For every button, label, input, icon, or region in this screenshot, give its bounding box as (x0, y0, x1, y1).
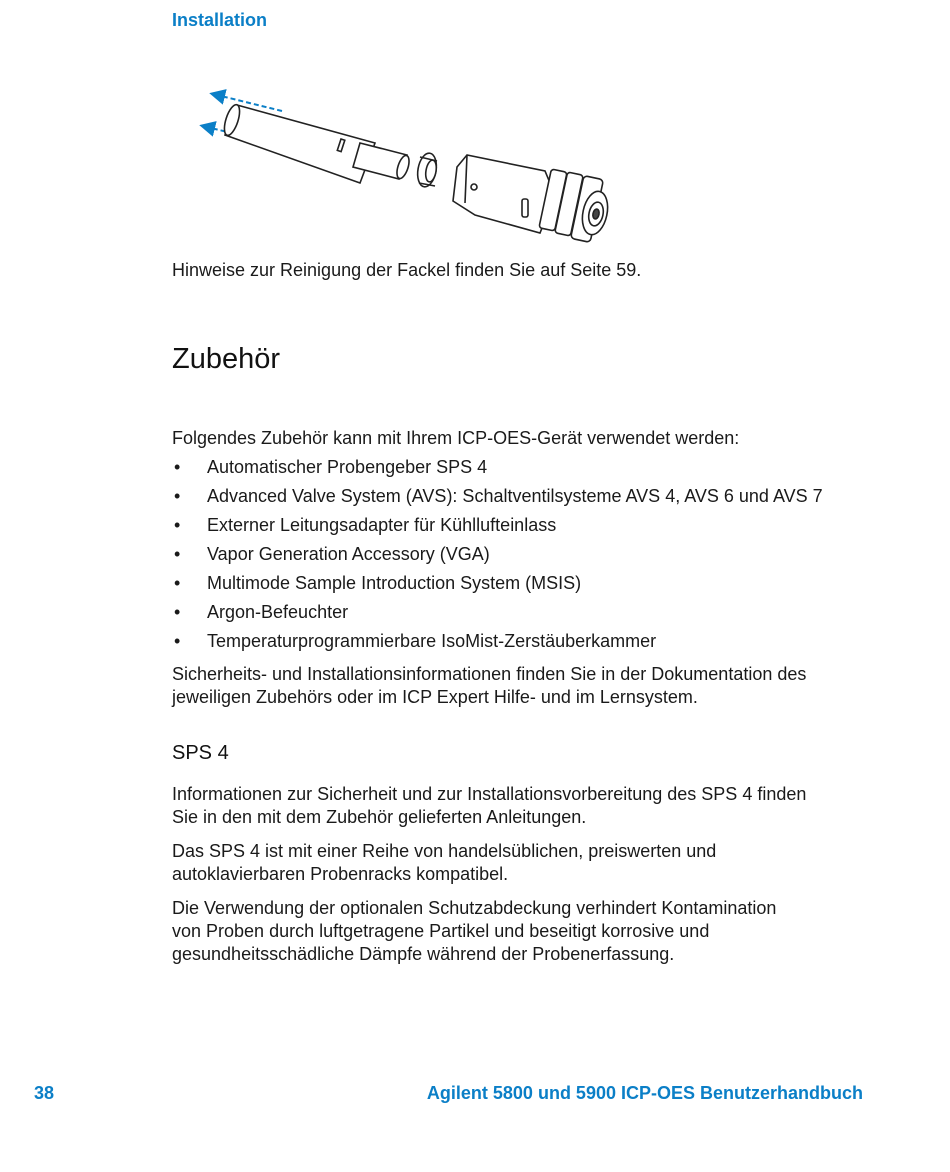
paragraph-line: Das SPS 4 ist mit einer Reihe von handelsüblichen, preiswerten und (172, 841, 717, 861)
accessories-safety-paragraph (172, 663, 872, 709)
torch-tube (221, 103, 411, 183)
list-item (172, 599, 892, 628)
list-item (172, 628, 892, 657)
sps4-heading: SPS 4 (172, 742, 229, 764)
list-item (172, 541, 892, 570)
sps4-paragraph-2 (172, 840, 872, 886)
bullet-icon: • (174, 602, 181, 622)
torch-loader (453, 155, 611, 242)
accessories-list (172, 454, 892, 657)
sps4-paragraph-3 (172, 897, 872, 966)
section-header: Installation (172, 10, 268, 30)
paragraph-line: gesundheitsschädliche Dämpfe während der Probenerfassung. (172, 944, 675, 964)
list-item-text: Automatischer Probengeber SPS 4 (207, 457, 488, 477)
list-item-text: Vapor Generation Accessory (VGA) (207, 544, 490, 564)
list-item (172, 483, 892, 512)
list-item-text: Externer Leitungsadapter für Kühllufteinlass (207, 515, 557, 535)
torch-cleaning-note: Hinweise zur Reinigung der Fackel finden Sie auf Seite 59. (172, 260, 642, 280)
paragraph-line: Sie in den mit dem Zubehör gelieferten Anleitungen. (172, 807, 587, 827)
list-item-text: Argon-Befeuchter (207, 602, 349, 622)
page-number: 38 (34, 1083, 55, 1103)
accessories-intro: Folgendes Zubehör kann mit Ihrem ICP-OES-Gerät verwendet werden: (172, 428, 740, 448)
list-item (172, 454, 892, 483)
bullet-icon: • (174, 515, 181, 535)
bullet-icon: • (174, 457, 181, 477)
paragraph-line: von Proben durch luftgetragene Partikel und beseitigt korrosive und (172, 921, 710, 941)
list-item (172, 512, 892, 541)
bullet-icon: • (174, 486, 181, 506)
sps4-paragraph-1 (172, 783, 872, 829)
bullet-icon: • (174, 573, 181, 593)
paragraph-line: Die Verwendung der optionalen Schutzabdeckung verhindert Kontamination (172, 898, 777, 918)
torch-assembly-illustration (195, 75, 625, 255)
paragraph-line: Informationen zur Sicherheit und zur Installationsvorbereitung des SPS 4 finden (172, 784, 807, 804)
torch-clip (415, 152, 439, 189)
list-item (172, 570, 892, 599)
bullet-icon: • (174, 631, 181, 651)
manual-title: Agilent 5800 und 5900 ICP-OES Benutzerhandbuch (426, 1083, 863, 1103)
list-item-text: Advanced Valve System (AVS): Schaltventilsysteme AVS 4, AVS 6 und AVS 7 (207, 486, 823, 506)
accessories-heading: Zubehör (172, 343, 281, 375)
list-item-text: Temperaturprogrammierbare IsoMist-Zerstäuberkammer (207, 631, 657, 651)
list-item-text: Multimode Sample Introduction System (MSIS) (207, 573, 582, 593)
paragraph-line: autoklavierbaren Probenracks kompatibel. (172, 864, 509, 884)
bullet-icon: • (174, 544, 181, 564)
paragraph-line: jeweiligen Zubehörs oder im ICP Expert Hilfe- und im Lernsystem. (172, 687, 698, 707)
paragraph-line: Sicherheits- und Installationsinformationen finden Sie in der Dokumentation des (172, 664, 807, 684)
